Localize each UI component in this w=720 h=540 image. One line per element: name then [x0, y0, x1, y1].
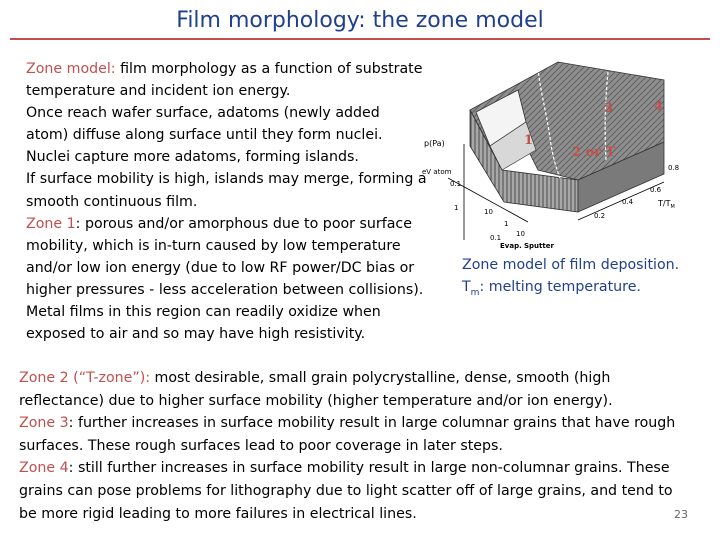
text-line: atom) diffuse along surface until they form nuclei. [26, 127, 383, 144]
text-line: be more rigid leading to more failures in electrical lines. [19, 505, 417, 522]
text-line [26, 58, 438, 80]
temperature-axis-label-main: T/T [658, 199, 671, 208]
text-line [26, 213, 438, 235]
temperature-axis-label [657, 199, 675, 210]
keyword-zone-3: Zone 3 [19, 415, 69, 432]
keyword-zone-1: Zone 1 [26, 215, 76, 232]
text-span: : further increases in surface mobility result in large columnar grains that have rough [68, 415, 676, 432]
keyword-zone-2: Zone 2 (“T-zone”): [19, 370, 151, 386]
text-span: film morphology as a function of substrate [115, 61, 423, 77]
text-line [19, 412, 695, 435]
text-line: If surface mobility is high, islands may merge, forming a [26, 171, 427, 188]
keyword-zone-4: Zone 4 [19, 460, 69, 477]
zone-model-description [26, 58, 438, 345]
zone-2-4-description [19, 367, 695, 525]
temperature-tick: 0.8 [668, 164, 680, 172]
title-divider [10, 38, 710, 40]
zone-label-1: 1 [524, 133, 534, 148]
slide-title: Film morphology: the zone model [176, 8, 544, 33]
zone-label-3: 3 [604, 101, 614, 116]
energy-tick: 1 [504, 220, 509, 228]
caption-t: T [462, 279, 471, 295]
temperature-tick: 0.4 [622, 198, 634, 206]
energy-tick: 0.1 [490, 234, 502, 242]
temperature-axis-label-sub: M [670, 204, 675, 210]
text-line: mobility, which is in-turn caused by low temperature [26, 237, 401, 254]
text-line: smooth continuous film. [26, 193, 198, 210]
pressure-tick: 0.1 [450, 180, 462, 188]
page-number: 23 [674, 508, 688, 521]
pressure-tick: 1 [454, 204, 459, 212]
temperature-tick: 0.2 [594, 212, 606, 220]
text-line: surfaces. These rough surfaces lead to poor coverage in later steps. [19, 437, 503, 454]
pressure-tick: 10 [484, 208, 493, 216]
text-line: Once reach wafer surface, adatoms (newly added [26, 105, 380, 122]
caption-line: Zone model of film deposition. [462, 257, 680, 273]
zone-label-4: 4 [654, 99, 664, 114]
text-line: grains can pose problems for lithography due to light scatter off of large grains, and tend to [19, 482, 673, 499]
zone-model-figure [418, 50, 694, 255]
text-line: Metal films in this region can readily oxidize when [26, 304, 381, 321]
temperature-tick: 0.6 [650, 186, 662, 194]
text-span: most desirable, small grain polycrystalline, dense, smooth (high [150, 370, 611, 386]
text-line: reflectance) due to higher surface mobility (higher temperature and/or ion energy). [19, 392, 613, 409]
figure-caption [462, 254, 720, 298]
zone-model-diagram [418, 50, 694, 255]
text-line: higher pressures - less acceleration between collisions). [26, 281, 424, 298]
text-span: : still further increases in surface mobility result in large non-columnar grains. These [68, 460, 670, 477]
caption-t-subscript: m [470, 287, 480, 298]
energy-tick: 10 [516, 230, 525, 238]
text-line [19, 457, 695, 480]
energy-axis-label: eV atom [422, 168, 452, 176]
zone-label-2: 2 or T [572, 145, 616, 160]
text-line: exposed to air and so may have high resistivity. [26, 326, 366, 343]
caption-text: : melting temperature. [479, 279, 641, 295]
keyword-zone-model: Zone model: [26, 61, 116, 77]
process-label-evap: Evap. [500, 242, 522, 250]
text-line: and/or low ion energy (due to low RF power/DC bias or [26, 259, 415, 276]
pressure-axis-label: p(Pa) [424, 139, 445, 148]
caption-line [462, 276, 720, 298]
text-span: : porous and/or amorphous due to poor surface [75, 215, 412, 232]
process-label-sputter: Sputter [524, 242, 554, 250]
text-line: temperature and incident ion energy. [26, 83, 291, 100]
text-line [19, 367, 695, 390]
text-line: Nuclei capture more adatoms, forming islands. [26, 149, 359, 166]
